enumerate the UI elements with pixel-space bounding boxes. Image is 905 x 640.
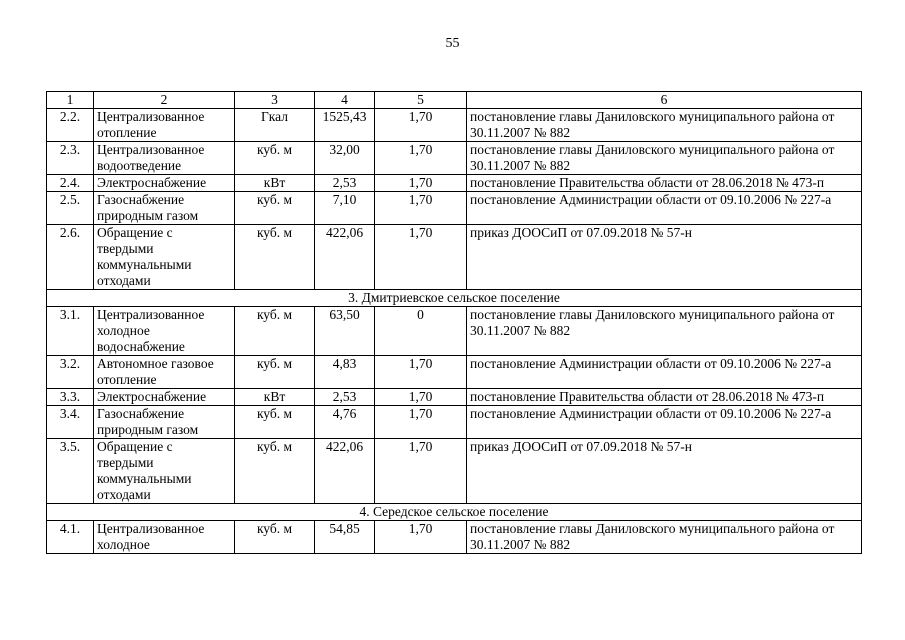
coefficient-cell: 1,70 <box>375 439 467 504</box>
table-row <box>47 439 862 504</box>
document-reference-cell: постановление главы Даниловского муниципального района от 30.11.2007 № 882 <box>467 307 862 356</box>
row-number-cell: 4.1. <box>47 521 94 554</box>
unit-cell: кВт <box>235 175 315 192</box>
unit-cell: куб. м <box>235 439 315 504</box>
service-name-cell: Централизованное холодное водоснабжение <box>94 307 235 356</box>
row-number-cell: 2.2. <box>47 109 94 142</box>
row-number-cell: 2.6. <box>47 225 94 290</box>
value-cell: 4,76 <box>315 406 375 439</box>
document-reference-cell: приказ ДООСиП от 07.09.2018 № 57-н <box>467 225 862 290</box>
row-number-cell: 2.4. <box>47 175 94 192</box>
coefficient-cell: 1,70 <box>375 225 467 290</box>
service-name-cell: Газоснабжение природным газом <box>94 406 235 439</box>
table-row <box>47 356 862 389</box>
document-reference-cell: постановление Администрации области от 09.10.2006 № 227-а <box>467 192 862 225</box>
table-row <box>47 389 862 406</box>
row-number-cell: 3.3. <box>47 389 94 406</box>
document-reference-cell: постановление Правительства области от 28.06.2018 № 473-п <box>467 175 862 192</box>
value-cell: 32,00 <box>315 142 375 175</box>
coefficient-cell: 1,70 <box>375 521 467 554</box>
tariff-table <box>46 91 862 554</box>
service-name-cell: Обращение с твердыми коммунальными отходами <box>94 439 235 504</box>
unit-cell: куб. м <box>235 356 315 389</box>
service-name-cell: Газоснабжение природным газом <box>94 192 235 225</box>
unit-cell: Гкал <box>235 109 315 142</box>
value-cell: 4,83 <box>315 356 375 389</box>
coefficient-cell: 1,70 <box>375 356 467 389</box>
value-cell: 1525,43 <box>315 109 375 142</box>
table-row <box>47 521 862 554</box>
table-row <box>47 406 862 439</box>
service-name-cell: Централизованное холодное <box>94 521 235 554</box>
unit-cell: кВт <box>235 389 315 406</box>
coefficient-cell: 1,70 <box>375 389 467 406</box>
column-header: 5 <box>375 92 467 109</box>
value-cell: 2,53 <box>315 389 375 406</box>
unit-cell: куб. м <box>235 192 315 225</box>
section-title: 4. Середское сельское поселение <box>47 504 862 521</box>
table-row <box>47 109 862 142</box>
page-number: 55 <box>445 36 460 51</box>
service-name-cell: Обращение с твердыми коммунальными отходами <box>94 225 235 290</box>
service-name-cell: Электроснабжение <box>94 389 235 406</box>
table-header-row <box>47 92 862 109</box>
document-reference-cell: постановление главы Даниловского муниципального района от 30.11.2007 № 882 <box>467 521 862 554</box>
table-row <box>47 307 862 356</box>
coefficient-cell: 1,70 <box>375 109 467 142</box>
value-cell: 54,85 <box>315 521 375 554</box>
coefficient-cell: 1,70 <box>375 175 467 192</box>
row-number-cell: 3.2. <box>47 356 94 389</box>
section-title: 3. Дмитриевское сельское поселение <box>47 290 862 307</box>
column-header: 4 <box>315 92 375 109</box>
service-name-cell: Централизованное водоотведение <box>94 142 235 175</box>
unit-cell: куб. м <box>235 307 315 356</box>
unit-cell: куб. м <box>235 521 315 554</box>
document-reference-cell: постановление Администрации области от 09.10.2006 № 227-а <box>467 406 862 439</box>
table-row <box>47 142 862 175</box>
table-row <box>47 192 862 225</box>
document-reference-cell: постановление главы Даниловского муниципального района от 30.11.2007 № 882 <box>467 109 862 142</box>
document-reference-cell: постановление Правительства области от 28.06.2018 № 473-п <box>467 389 862 406</box>
row-number-cell: 3.1. <box>47 307 94 356</box>
value-cell: 7,10 <box>315 192 375 225</box>
column-header: 3 <box>235 92 315 109</box>
value-cell: 2,53 <box>315 175 375 192</box>
service-name-cell: Электроснабжение <box>94 175 235 192</box>
row-number-cell: 2.3. <box>47 142 94 175</box>
unit-cell: куб. м <box>235 406 315 439</box>
value-cell: 63,50 <box>315 307 375 356</box>
coefficient-cell: 0 <box>375 307 467 356</box>
column-header: 1 <box>47 92 94 109</box>
row-number-cell: 2.5. <box>47 192 94 225</box>
column-header: 6 <box>467 92 862 109</box>
document-reference-cell: постановление Администрации области от 09.10.2006 № 227-а <box>467 356 862 389</box>
row-number-cell: 3.5. <box>47 439 94 504</box>
section-row <box>47 504 862 521</box>
document-reference-cell: постановление главы Даниловского муниципального района от 30.11.2007 № 882 <box>467 142 862 175</box>
value-cell: 422,06 <box>315 439 375 504</box>
table-row <box>47 225 862 290</box>
row-number-cell: 3.4. <box>47 406 94 439</box>
unit-cell: куб. м <box>235 142 315 175</box>
coefficient-cell: 1,70 <box>375 192 467 225</box>
service-name-cell: Автономное газовое отопление <box>94 356 235 389</box>
coefficient-cell: 1,70 <box>375 142 467 175</box>
coefficient-cell: 1,70 <box>375 406 467 439</box>
unit-cell: куб. м <box>235 225 315 290</box>
section-row <box>47 290 862 307</box>
document-reference-cell: приказ ДООСиП от 07.09.2018 № 57-н <box>467 439 862 504</box>
service-name-cell: Централизованное отопление <box>94 109 235 142</box>
value-cell: 422,06 <box>315 225 375 290</box>
table-row <box>47 175 862 192</box>
column-header: 2 <box>94 92 235 109</box>
